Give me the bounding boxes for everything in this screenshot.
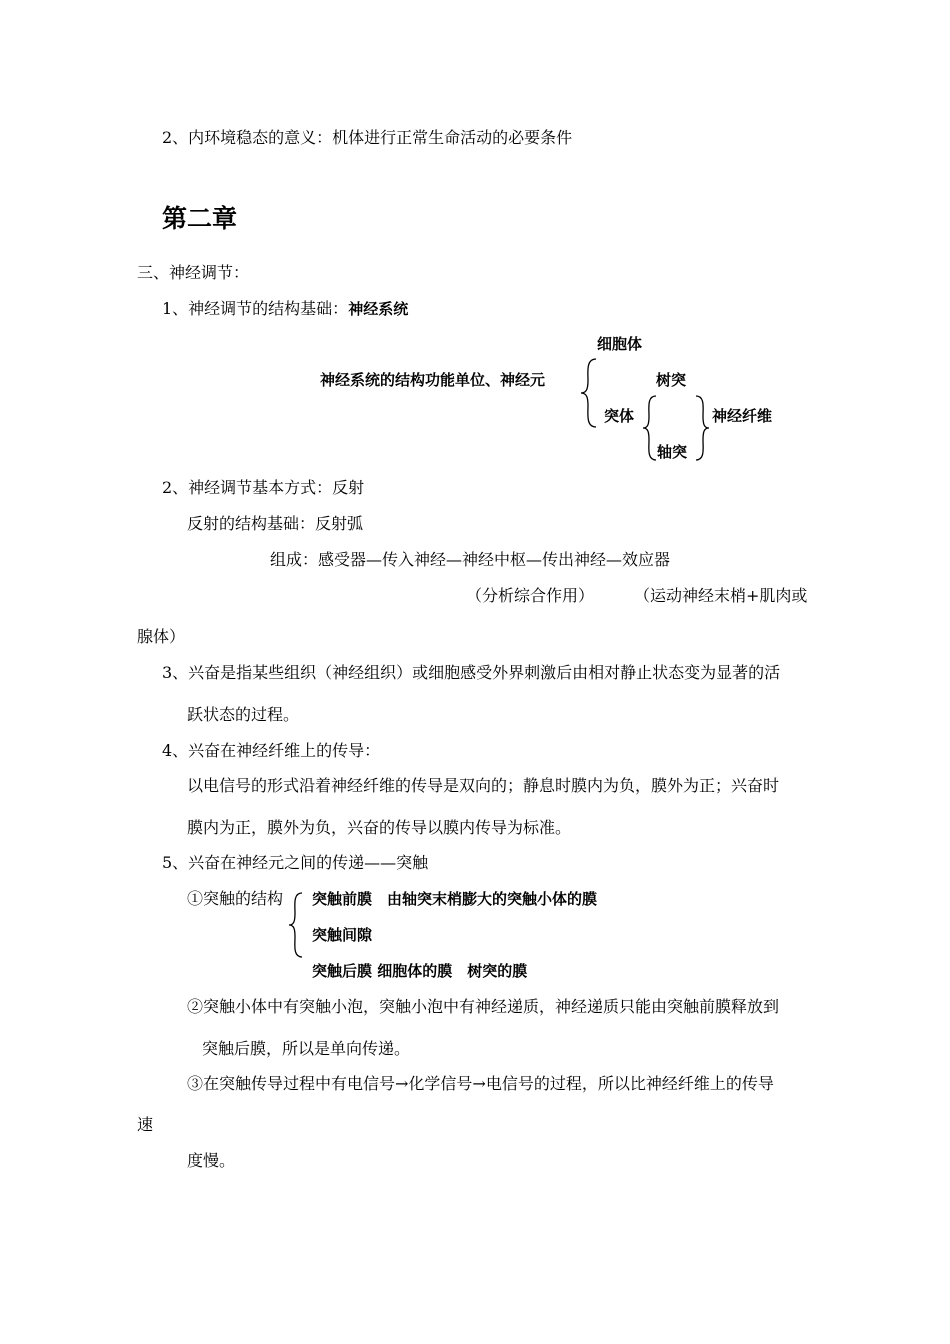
process-left-brace — [642, 395, 660, 461]
item1-emph: 神经系统 — [348, 300, 409, 318]
nerve-fiber-label: 神经纤维 — [712, 407, 773, 425]
item4-line1: 4、兴奋在神经纤维上的传导： — [162, 741, 381, 760]
item4-line2: 以电信号的形式沿着神经纤维的传导是双向的；静息时膜内为负，膜外为正；兴奋时 — [187, 776, 780, 795]
point2-line2: 突触后膜，所以是单向传递。 — [202, 1039, 411, 1058]
dendrite-label: 树突 — [656, 371, 687, 389]
synapse-left-brace — [288, 892, 306, 958]
item1-line — [162, 299, 408, 319]
item3-line2: 跃状态的过程。 — [187, 705, 300, 724]
section1-item2: 2、内环境稳态的意义：机体进行正常生命活动的必要条件 — [162, 128, 573, 147]
item5-line1: 5、兴奋在神经元之间的传递——突触 — [162, 853, 429, 872]
point3-line3: 度慢。 — [187, 1151, 236, 1170]
neuron-left-brace — [580, 358, 600, 428]
synapse-structure-label: ①突触的结构 — [187, 889, 284, 908]
item1-prefix: 1、神经调节的结构基础： — [162, 299, 349, 318]
item2-note-b-cont: 腺体） — [137, 627, 186, 646]
point3-line2: 速 — [137, 1115, 154, 1134]
presynaptic-membrane: 突触前膜 由轴突末梢膨大的突触小体的膜 — [312, 890, 598, 908]
nerve-fiber-right-brace — [693, 395, 711, 461]
item2-note-a: （分析综合作用） — [466, 586, 595, 605]
axon-label: 轴突 — [657, 443, 688, 461]
synaptic-cleft: 突触间隙 — [312, 926, 373, 944]
item4-line3: 膜内为正，膜外为负，兴奋的传导以膜内传导为标准。 — [187, 818, 572, 837]
section3-heading: 三、神经调节： — [137, 263, 250, 282]
item2-note-b: （运动神经末梢+肌肉或 — [634, 586, 808, 605]
point2-line1: ②突触小体中有突触小泡，突触小泡中有神经递质，神经递质只能由突触前膜释放到 — [187, 997, 780, 1016]
postsynaptic-membrane: 突触后膜 细胞体的膜 树突的膜 — [312, 962, 528, 980]
process-label: 突体 — [604, 407, 635, 425]
item3-line1: 3、兴奋是指某些组织（神经组织）或细胞感受外界刺激后由相对静止状态变为显著的活 — [162, 663, 781, 682]
item2-line2: 反射的结构基础：反射弧 — [187, 514, 364, 533]
item2-line3: 组成：感受器—传入神经—神经中枢—传出神经—效应器 — [270, 550, 671, 569]
neuron-root-label: 神经系统的结构功能单位、神经元 — [320, 371, 546, 389]
item2-line1: 2、神经调节基本方式：反射 — [162, 478, 365, 497]
chapter-title: 第二章 — [162, 204, 238, 233]
cell-body-label: 细胞体 — [597, 335, 643, 353]
point3-line1: ③在突触传导过程中有电信号→化学信号→电信号的过程，所以比神经纤维上的传导 — [187, 1074, 774, 1093]
